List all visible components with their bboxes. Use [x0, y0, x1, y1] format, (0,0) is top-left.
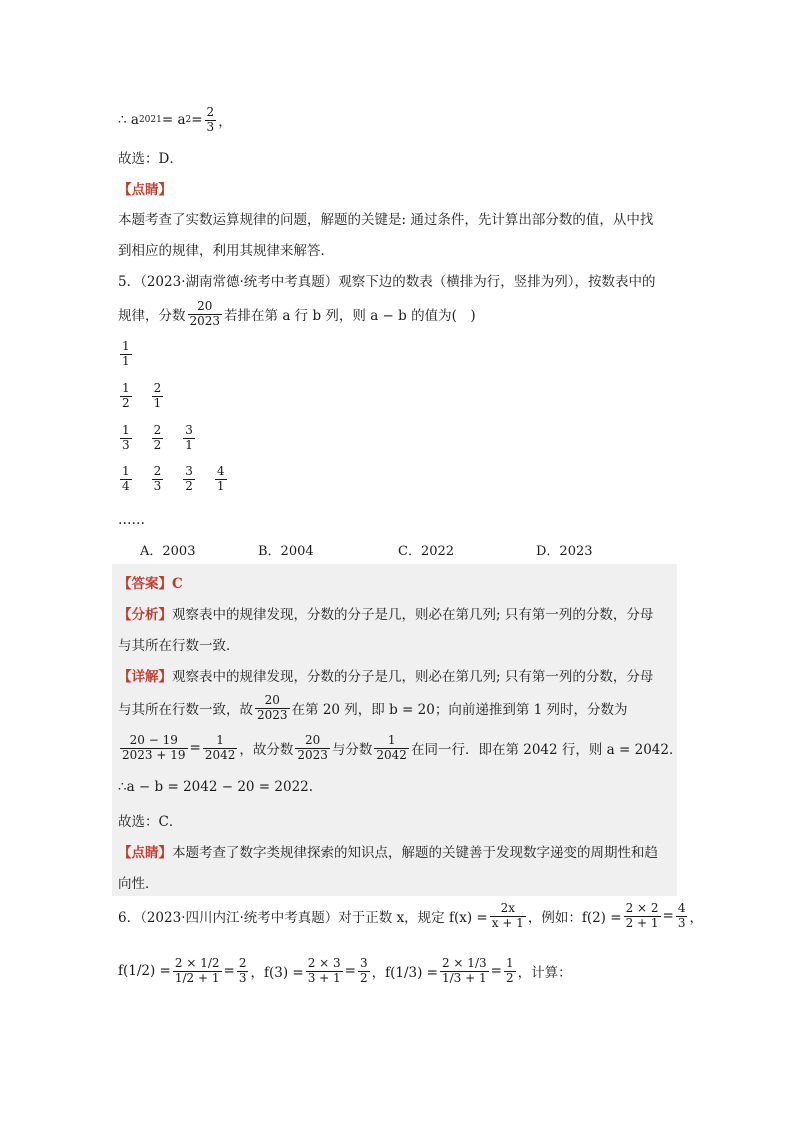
comment-tag: 【点睛】 — [118, 182, 172, 198]
table-cell-fraction: $\frac{1}{2}$ — [122, 381, 130, 410]
fraction: $\frac{2 \times 2}{2 + 1}$ — [625, 901, 659, 930]
table-row — [118, 340, 150, 369]
detail-line-3: $\frac{20 - 19}{2023 + 19}$ = $\frac{1}{2042}$ ，故分数 $\frac{20}{2023}$ 与分数 $\frac{1}{2042}$ 在同一行．即在第 2042 行，则 a = 2042． — [122, 733, 683, 762]
option-a: A．2003 — [140, 544, 196, 559]
comment-line-1: 本题考查了实数运算规律的问题，解题的关键是: 通过条件，先计算出部分数的值，从中找 — [118, 212, 654, 228]
fraction: $\frac{4}{3}$ — [677, 901, 686, 930]
fraction: $\frac{20}{2023}$ — [297, 733, 328, 762]
table-cell-fraction: $\frac{1}{1}$ — [122, 339, 130, 368]
question-6-line-2: f(1/2) = $\frac{2 \times 1/2}{1/2 + 1}$ = $\frac{2}{3}$ ，f(3) = $\frac{2 \times 3}{3 + 1}$ = $\frac{3}{2}$ ，f(1/3) = $\frac{2 \times 1/3}{1/3 + 1}$ = $\frac{1}{2}$ ，计算： — [118, 956, 572, 985]
comment-line-4: 向性． — [118, 876, 159, 892]
table-cell-fraction: $\frac{4}{1}$ — [216, 464, 225, 493]
option-d: D．2023 — [536, 544, 593, 559]
subscript: 2 — [185, 115, 192, 126]
analysis-line-2: 与其所在行数一致． — [118, 638, 240, 654]
detail-line-4: ∴a − b = 2042 − 20 = 2022. — [118, 779, 314, 795]
text: = a — [161, 112, 186, 129]
table-row — [118, 465, 245, 494]
fraction: $\frac{2x}{x + 1}$ — [491, 901, 524, 930]
fraction: $\frac{2 \times 1/2}{1/2 + 1}$ — [174, 956, 220, 985]
table-cell-fraction: $\frac{2}{2}$ — [153, 423, 162, 452]
comment-line-2: 到相应的规律，利用其规律来解答． — [118, 243, 334, 259]
table-cell-fraction: $\frac{1}{4}$ — [122, 464, 130, 493]
text: ∴ a — [118, 112, 139, 129]
detail-line-1: 【详解】 观察表中的规律发现，分数的分子是几，则必在第几列; 只有第一列的分数，分母 — [118, 669, 654, 685]
options-row — [140, 540, 593, 559]
table-cell-fraction: $\frac{3}{1}$ — [185, 423, 193, 452]
question-6-line-1: 6．（2023·四川内江·统考中考真题）对于正数 x，规定 f(x) = $\frac{2x}{x + 1}$ ，例如：f(2) = $\frac{2 \times 2}{2 + 1}$ = $\frac{4}{3}$ ， — [118, 901, 703, 930]
fraction: $\frac{20}{2023}$ — [189, 299, 221, 328]
detail-line-2: 与其所在行数一致，故 $\frac{20}{2023}$ 在第 20 列，即 b = 20；向前递推到第 1 列时，分数为 — [118, 693, 628, 722]
table-cell-fraction: $\frac{3}{2}$ — [185, 464, 193, 493]
answer-line: 【答案】C — [118, 576, 183, 592]
conclusion-line — [118, 106, 232, 135]
table-row — [118, 424, 213, 453]
table-row — [118, 382, 181, 411]
fraction: $\frac{2 \times 1/3}{1/3 + 1}$ — [441, 956, 487, 985]
fraction: $\frac{1}{2042}$ — [204, 733, 236, 762]
choose-line-c: 故选：C． — [118, 814, 183, 830]
table-cell-fraction: $\frac{2}{3}$ — [153, 464, 162, 493]
subscript: 2021 — [138, 115, 162, 126]
comment-line-3: 【点睛】 本题考查了数字类规律探索的知识点，解题的关键善于发现数字递变的周期性和趋 — [118, 845, 658, 861]
fraction: $\frac{1}{2}$ — [505, 956, 514, 985]
fraction: $\frac{3}{2}$ — [359, 956, 368, 985]
question-5-line-2: 规律，分数 $\frac{20}{2023}$ 若排在第 a 行 b 列，则 a − b 的值为( ) — [118, 299, 476, 328]
fraction: $\frac{20}{2023}$ — [257, 693, 288, 722]
question-5-line-1: 5．（2023·湖南常德·统考中考真题）观察下边的数表（横排为行，竖排为列），按数表中的 — [118, 274, 656, 290]
table-cell-fraction: $\frac{1}{3}$ — [122, 423, 130, 452]
choose-line: 故选：D． — [118, 151, 183, 167]
text: = — [191, 112, 203, 129]
fraction: $\frac{20 - 19}{2023 + 19}$ — [122, 733, 186, 762]
fraction: $\frac{1}{2042}$ — [376, 733, 407, 762]
fraction: $\frac{2}{3}$ — [238, 956, 247, 985]
option-c: C．2022 — [398, 544, 455, 559]
analysis-line-1: 【分析】 观察表中的规律发现，分数的分子是几，则必在第几列; 只有第一列的分数，分母 — [118, 607, 654, 623]
table-cell-fraction: $\frac{2}{1}$ — [153, 381, 162, 410]
option-b: B．2004 — [258, 544, 314, 559]
text: ， — [218, 114, 232, 131]
fraction: $\frac{2}{3}$ — [206, 105, 215, 134]
fraction: $\frac{2 \times 3}{3 + 1}$ — [307, 956, 341, 985]
ellipsis: …… — [118, 512, 145, 528]
